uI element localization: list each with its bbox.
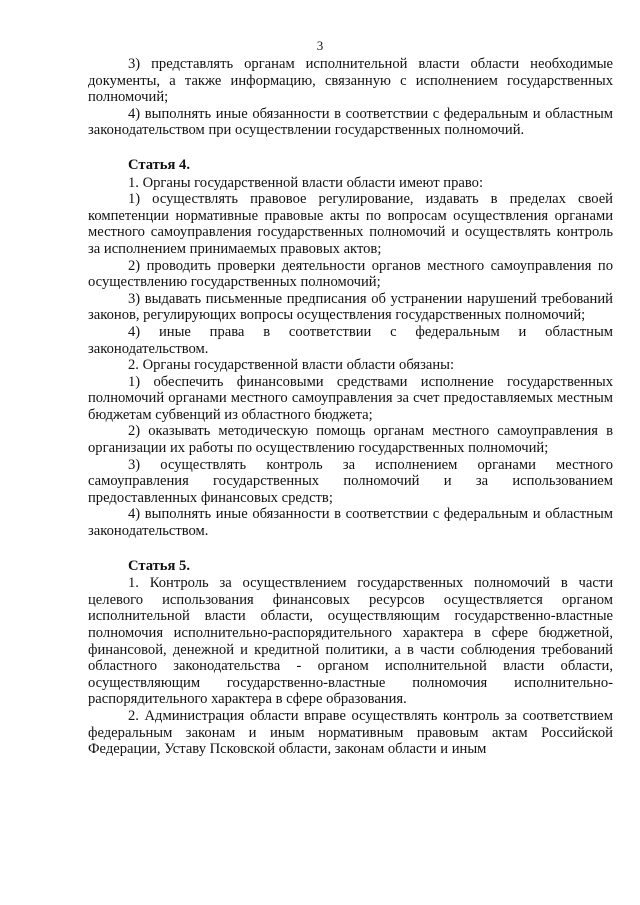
page-number: 3 (316, 38, 324, 53)
paragraph: 1. Органы государственной власти области имеют право: (128, 174, 484, 191)
list-item: 2) проводить проверки деятельности органов местного самоуправления по осуществлению государственных полномочий; (88, 257, 613, 291)
list-item: 1) обеспечить финансовыми средствами исполнение государственных полномочий органами местного самоуправления за счет предоставляемых местным бюджетам субвенций из областного бюджета; (88, 373, 613, 423)
list-item: 2) оказывать методическую помощь органам местного самоуправления в организации их работы по осуществлению государственных полномочий; (88, 423, 613, 457)
list-item: 4) выполнять иные обязанности в соответствии с федеральным и областным законодательством. (88, 506, 613, 540)
article-4-heading: Статья 4. (128, 156, 190, 173)
list-item: 1) осуществлять правовое регулирование, издавать в пределах своей компетенции нормативные правовые акты по вопросам осуществления органами местного самоуправления государственных полномочий и осуществлять контроль за исполнением принимаемых правовых актов; (88, 191, 613, 257)
article-5-heading: Статья 5. (128, 557, 190, 574)
list-item: 3) осуществлять контроль за исполнением органами местного самоуправления государственных полномочий и за использованием предоставленных финансовых средств; (88, 456, 613, 506)
list-item: 3) выдавать письменные предписания об устранении нарушений требований законов, регулирующих вопросы осуществления государственных полномочий; (88, 290, 613, 324)
paragraph: 1. Контроль за осуществлением государственных полномочий в части целевого использования финансовых ресурсов осуществляется органом исполнительной власти области, осуществляющим государственно-властные полномочия исполнительно-распорядительного характера в сфере бюджетной, финансовой, денежной и кредитной политики, а в части соблюдения требований областного законодательства - органом исполнительной власти области, осуществляющим государственно-властные полномочия исполнительно-распорядительного характера в сфере образования. (88, 575, 613, 708)
list-item: 3) представлять органам исполнительной власти области необходимые документы, а также информацию, связанную с исполнением государственных полномочий; (88, 56, 613, 106)
list-item: 4) иные права в соответствии с федеральным и областным законодательством. (88, 323, 613, 357)
list-item: 4) выполнять иные обязанности в соответствии с федеральным и областным законодательством при осуществлении государственных полномочий. (88, 105, 613, 139)
paragraph: 2. Органы государственной власти области обязаны: (128, 357, 454, 374)
document-body (88, 56, 613, 758)
paragraph: 2. Администрация области вправе осуществлять контроль за соответствием федеральным законам и иным нормативным правовым актам Российской Федерации, Уставу Псковской области, законам области и иным (88, 707, 613, 758)
